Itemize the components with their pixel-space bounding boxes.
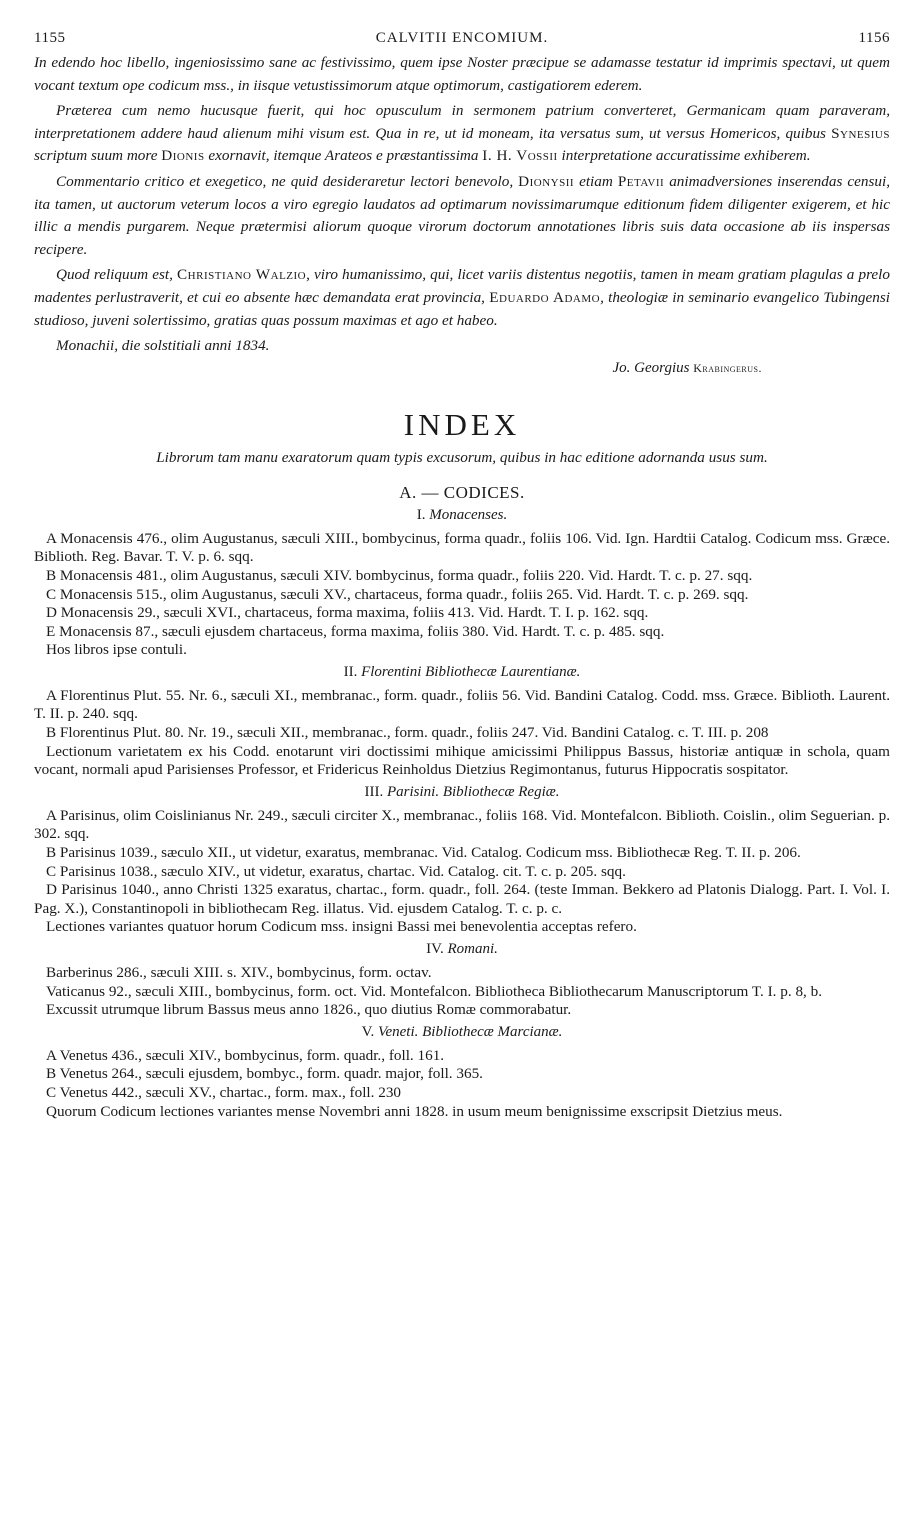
group-name: Parisini. Bibliothecæ Regiæ. xyxy=(387,783,560,800)
page-number-left: 1155 xyxy=(34,30,66,46)
codex-entry: B Parisinus 1039., sæculo XII., ut videtur, exaratus, membranac. Vid. Catalog. Codicum mss. Bibliothecæ Reg. T. II. p. 206. xyxy=(46,844,801,862)
codex-entry: B Venetus 264., sæculi ejusdem, bombyc., form. quadr. major, foll. 365. xyxy=(46,1065,483,1083)
index-title: INDEX xyxy=(403,406,521,442)
codex-entry: C Parisinus 1038., sæculo XIV., ut videtur, exaratus, chartac. Vid. Catalog. cit. T. c. p. 205. sqq. xyxy=(46,862,626,880)
preface xyxy=(34,52,890,377)
codex-entry: A Monacensis 476., olim Augustanus, sæculi XIII., bombycinus, forma quadr., foliis 106. Vid. Ign. Hardtii Catalog. Codicum mss. Græce. Biblioth. Reg. Bavar. T. V. p. 6. sqq. xyxy=(34,529,890,566)
name-walz: Christiano Walzio xyxy=(177,266,307,284)
text-run: exornavit, itemque Arateos e præstantissima xyxy=(204,147,483,165)
text-run: Præterea cum nemo hucusque fuerit, qui hoc opusculum in sermonem patrium converteret, Germanicam quam paraveram, interpretationem addere haud alienum mihi visum est. Qua in re, ut id moneam, ita versatus sum, ut versus Homericos, quibus xyxy=(34,102,890,142)
text-run: , viro humanissimo, qui, licet variis distentus negotiis, tamen in meam gratiam plagulas a prelo madentes perlustraverit, et cui eo absente hæc demandata erat provincia, xyxy=(34,266,890,306)
signature-surname: Krabingerus. xyxy=(693,360,762,375)
codex-entry: D Parisinus 1040., anno Christi 1325 exaratus, chartac., form. quadr., foll. 264. (teste Imman. Bekkero ad Platonis Dialogg. Part. I. Vol. I. Pag. X.), Constantinopoli in bibliothecam Reg. illatus. Vid. ejusdem Catalog. T. c. p. c. xyxy=(34,881,890,917)
group-heading xyxy=(34,941,890,958)
group-note: Excussit utrumque librum Bassus meus anno 1826., quo diutius Romæ commorabatur. xyxy=(46,1001,572,1019)
text-run: etiam xyxy=(574,172,618,190)
text-run: , theologiæ in seminario evangelico Tubingensi studioso, juveni solertissimo, gratias quas possum maximas et ago et habeo. xyxy=(34,288,890,329)
group-number: II. xyxy=(343,663,358,680)
name-dionis: Dionis xyxy=(161,147,205,165)
group-note: Hos libros ipse contuli. xyxy=(46,641,187,659)
section-heading-codices: A. — CODICES. xyxy=(399,482,525,502)
page xyxy=(34,30,890,1121)
preface-paragraph-3 xyxy=(34,171,890,261)
text-run: scriptum suum more xyxy=(34,147,162,165)
codex-entry: Barberinus 286., sæculi XIII. s. XIV., bombycinus, form. octav. xyxy=(46,964,432,981)
index-subtitle: Librorum tam manu exaratorum quam typis excusorum, quibus in hac editione adornanda usus sum. xyxy=(156,448,768,466)
codex-entry: B Monacensis 481., olim Augustanus, sæculi XIV. bombycinus, forma quadr., foliis 220. Vid. Hardt. T. c. p. 27. sqq. xyxy=(46,566,753,584)
text-run: Commentario critico et exegetico, ne quid desideraretur lectori benevolo, xyxy=(56,172,519,190)
preface-paragraph-4 xyxy=(34,264,890,332)
running-head xyxy=(34,30,890,52)
codex-group xyxy=(34,941,890,1020)
codex-entry: A Parisinus, olim Coislinianus Nr. 249., sæculi circiter X., membranac., foliis 168. Vid. Montefalcon. Biblioth. Coislin., olim Seguerian. p. 302. sqq. xyxy=(34,806,890,843)
codex-group xyxy=(34,507,890,660)
preface-paragraph-2 xyxy=(34,100,890,168)
codex-entry: A Florentinus Plut. 55. Nr. 6., sæculi XI., membranac., form. quadr., foliis 56. Vid. Bandini Catalog. Codd. mss. Græce. Biblioth. Laurent. T. II. p. 240. sqq. xyxy=(34,686,890,723)
group-number: IV. xyxy=(426,941,444,957)
name-adam: Eduardo Adamo xyxy=(489,288,601,306)
group-name: Florentini Bibliothecæ Laurentianæ. xyxy=(361,663,581,680)
codex-group xyxy=(34,1024,890,1121)
group-name: Veneti. Bibliothecæ Marcianæ. xyxy=(377,1023,563,1040)
name-dionysius: Dionysii xyxy=(518,172,575,190)
text-run: interpretatione accuratissime exhiberem. xyxy=(557,147,811,165)
group-heading xyxy=(34,784,890,801)
group-number: III. xyxy=(364,783,384,800)
name-synesius: Synesius xyxy=(831,124,890,142)
group-note: Lectionum varietatem ex his Codd. enotarunt viri doctissimi mihique amicissimi Philippus Bassus, historiæ antiquæ in schola, quam vocant, normali apud Parisienses Professor, et Fridericus Reinholdus Dietzius Regimontanus, futurus Hippocratis sospitator. xyxy=(34,742,890,779)
page-number-right: 1156 xyxy=(858,30,890,46)
text-run: Quod reliquum est, xyxy=(56,266,178,284)
group-number: I. xyxy=(416,506,426,523)
codex-entry: C Monacensis 515., olim Augustanus, sæculi XV., chartaceus, forma quadr., foliis 265. Vid. Hardt. T. c. p. 269. sqq. xyxy=(46,585,749,603)
codex-group xyxy=(34,664,890,780)
preface-paragraph-1: In edendo hoc libello, ingeniosissimo sane ac festivissimo, quem ipse Noster præcipue se adamasse testatur id imprimis spectavi, ut quem vocant textum ope codicum mss., in iisque vetustissimorum atque optimorum, castigatiorem ederem. xyxy=(34,54,890,94)
group-heading xyxy=(34,1024,890,1041)
group-name: Romani. xyxy=(447,941,498,957)
preface-date: Monachii, die solstitiali anni 1834. xyxy=(56,337,270,355)
codex-group xyxy=(34,784,890,937)
codex-entry: D Monacensis 29., sæculi XVI., chartaceus, forma maxima, foliis 413. Vid. Hardt. T. I. p. 162. sqq. xyxy=(46,604,649,622)
codex-entry: Vaticanus 92., sæculi XIII., bombycinus, form. oct. Vid. Montefalcon. Bibliotheca Bibliothecarum Manuscriptorum T. I. p. 8, b. xyxy=(46,982,823,1000)
codex-entry: A Venetus 436., sæculi XIV., bombycinus, form. quadr., foll. 161. xyxy=(46,1046,445,1064)
codex-entry: B Florentinus Plut. 80. Nr. 19., sæculi XII., membranac., form. quadr., foliis 247. Vid. Bandini Catalog. c. T. III. p. 208 xyxy=(46,724,769,742)
group-heading xyxy=(34,507,890,524)
running-title: CALVITII ENCOMIUM. xyxy=(375,30,549,46)
signature-forename: Jo. Georgius xyxy=(612,359,694,376)
name-vossius: I. H. Vossii xyxy=(482,147,558,165)
name-petavius: Petavii xyxy=(617,172,665,190)
group-number: V. xyxy=(361,1023,375,1040)
codex-entry: C Venetus 442., sæculi XV., chartac., form. max., foll. 230 xyxy=(46,1083,402,1101)
text-run: animadversiones inserendas censui, ita tamen, ut auctorum veterum locos a viro egregio laudatos ad optimarum novissimarumque editionum fidem diligenter exigerem, et hic illic a mendis purgarem. Neque prætermisi aliorum quoque virorum doctorum annotationes libris suis data occasione ab iis inspersas recipere. xyxy=(34,172,890,258)
signature xyxy=(34,360,890,377)
group-name: Monacenses. xyxy=(429,506,508,523)
group-note: Quorum Codicum lectiones variantes mense Novembri anni 1828. in usum meum benignissime exscripsit Dietzius meus. xyxy=(46,1102,783,1120)
codex-entry: E Monacensis 87., sæculi ejusdem chartaceus, forma maxima, foliis 380. Vid. Hardt. T. c. p. 485. sqq. xyxy=(46,622,665,640)
group-heading xyxy=(34,664,890,681)
group-note: Lectiones variantes quatuor horum Codicum mss. insigni Bassi mei benevolentia acceptas refero. xyxy=(46,918,637,936)
